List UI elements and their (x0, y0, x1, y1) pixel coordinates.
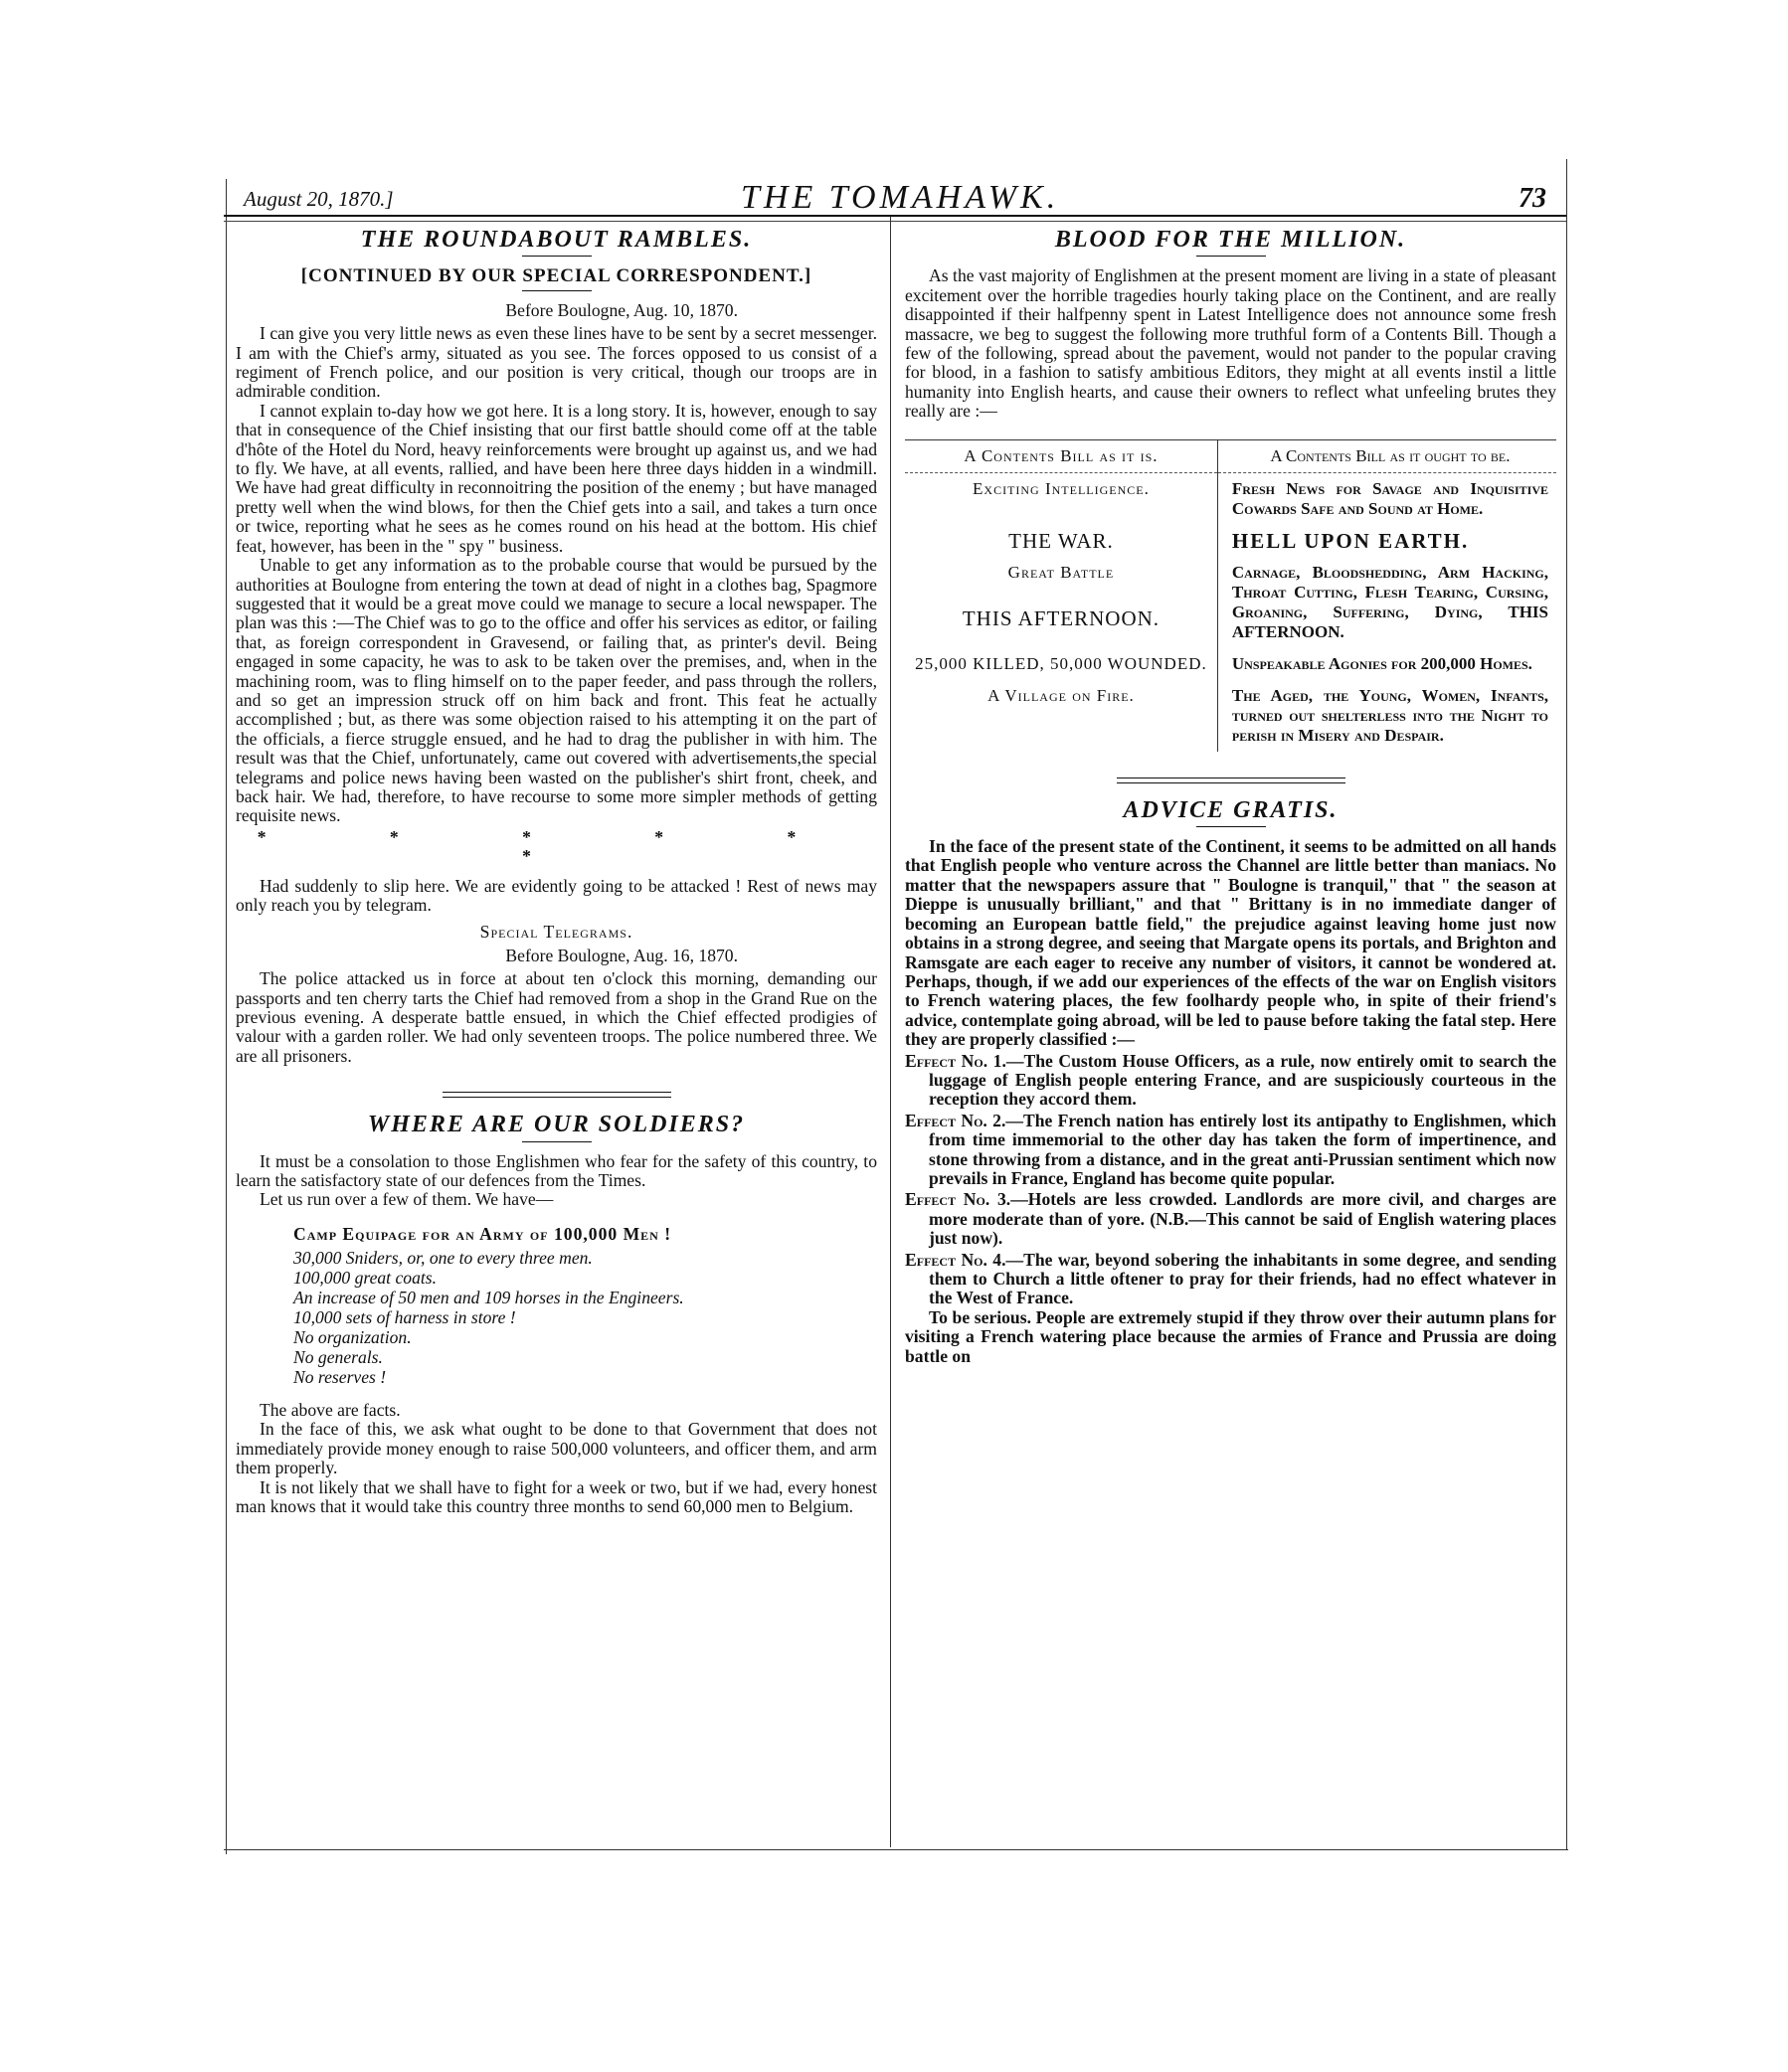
table-row (905, 472, 1556, 525)
section-stars: * * * * * * (257, 826, 856, 867)
effect-text: —The Custom House Officers, as a rule, now entirely omit to search the luggage of English people entering France, and are suspiciously courteous in the reception they accord them. (929, 1050, 1557, 1110)
left-header: A Contents Bill as it is. (905, 439, 1217, 472)
page-border-right (1566, 159, 1567, 1849)
contents-bill-table (905, 439, 1556, 752)
left-cell: THE WAR. (905, 525, 1217, 557)
right-column (905, 227, 1557, 1366)
left-cell: 25,000 KILLED, 50,000 WOUNDED. (905, 648, 1217, 680)
effect-item (905, 1112, 1556, 1189)
paragraph: To be serious. People are extremely stupid if they throw over their autumn plans for visiting a French watering place because the armies of France and Prussia are doing battle on (905, 1306, 1556, 1366)
left-column (236, 227, 877, 1516)
title-rule (1196, 256, 1266, 257)
right-header: A Contents Bill as it ought to be. (1217, 439, 1556, 472)
left-cell: Great Battle (905, 557, 1217, 603)
camp-equipage-list (293, 1224, 877, 1387)
page-border-bottom (224, 1849, 1568, 1850)
paragraph: The above are facts. (260, 1399, 401, 1420)
table-row (905, 525, 1556, 557)
table-row (905, 557, 1556, 603)
column-divider (890, 217, 891, 1847)
table-header-row (905, 439, 1556, 472)
table-row (905, 680, 1556, 752)
paragraph: In the face of the present state of the Continent, it seems to be admitted on all hands that English people who venture across the Channel are little better than maniacs. No matter that the newspapers assure that " Boulogne is tranquil," that " the season at Dieppe is unusually brilliant," and that " Brittany is in no immediate danger of becoming an European battle field," the prejudice against leaving home just now obtains in a strong degree, and seeing that Margate opens its portals, and Brighton and Ramsgate are each eager to receive any number of visitors, it cannot be wondered at. Perhaps, though, if we add our experiences of the effects of the war on English visitors to French watering places, the few foolhardy people who, in spite of their friend's advice, contemplate going abroad, will be led to pause before taking the fatal step. Here they are properly classified :— (905, 836, 1556, 1050)
right-cell: The Aged, the Young, Women, Infants, turned out shelterless into the Night to perish in Misery and Despair. (1231, 685, 1548, 745)
list-item: No organization. (293, 1326, 412, 1347)
list-item: 30,000 Sniders, or, one to every three men. (293, 1247, 593, 1268)
table-row (905, 648, 1556, 680)
newspaper-page (214, 159, 1571, 1849)
rambles-subtitle: [CONTINUED BY OUR SPECIAL CORRESPONDENT.] (300, 265, 812, 287)
effect-item (905, 1251, 1556, 1308)
title-rule (522, 1141, 592, 1142)
section-separator (1117, 777, 1345, 783)
effect-label: Effect No. 3. (905, 1189, 1011, 1210)
right-cell: Fresh News for Savage and Inquisitive Cowards Safe and Sound at Home. (1231, 478, 1548, 518)
list-item: 10,000 sets of harness in store ! (293, 1306, 516, 1327)
advice-title: ADVICE GRATIS. (1123, 796, 1339, 823)
header-date: August 20, 1870.] (244, 187, 394, 211)
list-item: No reserves ! (293, 1366, 387, 1387)
paragraph: I can give you very little news as even these lines have to be sent by a secret messenger. I am with the Chief's army, situated as you see. The forces opposed to us consist of a regiment of French police, and our position is very critical, though our troops are in admirable condition. (236, 323, 877, 402)
paragraph: The police attacked us in force at about ten o'clock this morning, demanding our passports and ten cherry tarts the Chief had removed from a shop in the Grand Rue on the previous evening. A desperate battle ensued, in which the Chief effected prodigies of valour with a garden roller. We had only seventeen troops. The police numbered three. We are all prisoners. (236, 968, 877, 1066)
header-rule-thin (224, 221, 1566, 222)
list-item: 100,000 great coats. (293, 1267, 437, 1288)
camp-heading: Camp Equipage for an Army of 100,000 Men ! (293, 1223, 672, 1244)
title-rule (1196, 826, 1266, 827)
paragraph: I cannot explain to-day how we got here. It is a long story. It is, however, enough to say that in consequence of the Chief insisting that our first battle should come off at the table d'hôte of the Hotel du Nord, heavy reinforcements were brought up against us, and we had to fly. We have, at all events, rallied, and have been here three days hidden in a windmill. We have had great difficulty in reconnoitring the position of the enemy ; but have managed pretty well when the wind blows, for then the Chief gets into a sail, and takes a turn once or twice, reporting what he sees as he comes round on his head at the bottom. His chief feat, however, has been in the " spy " business. (236, 400, 877, 556)
rambles-title: THE ROUNDABOUT RAMBLES. (360, 227, 753, 253)
left-cell: THIS AFTERNOON. (905, 603, 1217, 648)
effect-text: —The French nation has entirely lost its antipathy to Englishmen, which from time immemorial to the other day has taken the form of impertinence, and stone throwing from a distance, and in the great anti-Prussian sentiment which now prevails in France, England has become quite popular. (929, 1110, 1556, 1188)
right-cell: Unspeakable Agonies for 200,000 Homes. (1231, 653, 1532, 673)
telegrams-heading: Special Telegrams. (479, 922, 633, 943)
dateline: Before Boulogne, Aug. 16, 1870. (505, 945, 738, 965)
effect-item (905, 1052, 1556, 1110)
effect-item (905, 1190, 1556, 1248)
effect-text: —The war, beyond sobering the inhabitants in some degree, and sending them to Church a little oftener to pray for their friends, had no effect whatever in the West of France. (929, 1249, 1557, 1308)
dateline: Before Boulogne, Aug. 10, 1870. (505, 299, 738, 320)
title-rule (522, 256, 592, 257)
soldiers-title: WHERE ARE OUR SOLDIERS? (367, 1112, 746, 1138)
effect-label: Effect No. 2. (905, 1110, 1006, 1130)
right-cell: HELL UPON EARTH. (1231, 528, 1470, 553)
right-cell: Carnage, Bloodshedding, Arm Hacking, Throat Cutting, Flesh Tearing, Cursing, Groaning, Suffering, Dying, THIS AFTERNOON. (1231, 562, 1548, 641)
header-rule (224, 215, 1566, 217)
paragraph: It must be a consolation to those Englishmen who fear for the safety of this country, to learn the satisfactory state of our defences from the Times. (236, 1150, 877, 1191)
effect-label: Effect No. 1. (905, 1050, 1006, 1071)
subtitle-rule (522, 290, 592, 291)
left-cell: Exciting Intelligence. (905, 472, 1217, 525)
left-cell: A Village on Fire. (905, 680, 1217, 752)
page-border-left (226, 179, 227, 1854)
paragraph: Had suddenly to slip here. We are evidently going to be attacked ! Rest of news may only reach you by telegram. (236, 875, 877, 915)
section-separator (443, 1092, 671, 1098)
masthead: THE TOMAHAWK. (741, 179, 1060, 216)
list-item: No generals. (293, 1346, 383, 1367)
paragraph: Let us run over a few of them. We have— (260, 1189, 554, 1210)
blood-title: BLOOD FOR THE MILLION. (1054, 227, 1407, 253)
paragraph: As the vast majority of Englishmen at the present moment are living in a state of pleasant excitement over the horrible tragedies hourly taking place on the Continent, and are really disappointed if their halfpenny spent in Latest Intelligence does not announce some fresh massacre, we beg to suggest the following more truthful form of a Contents Bill. Though a few of the following, spread about the pavement, would not pander to the popular craving for blood, in a fashion to satisfy ambitious Editors, they might at all events instil a little humanity into English hearts, and cause their owners to reflect what unfeeling brutes they really are :— (905, 265, 1556, 422)
paragraph: It is not likely that we shall have to fight for a week or two, but if we had, every honest man knows that it would take this country three months to send 60,000 men to Belgium. (236, 1476, 877, 1516)
page-number: 73 (1519, 183, 1546, 214)
list-item: An increase of 50 men and 109 horses in the Engineers. (293, 1287, 684, 1307)
effect-text: —Hotels are less crowded. Landlords are more civil, and charges are more moderate than of yore. (N.B.—This cannot be said of English watering places just now). (929, 1189, 1557, 1249)
effect-label: Effect No. 4. (905, 1249, 1006, 1270)
page-header (224, 179, 1566, 216)
paragraph: In the face of this, we ask what ought to be done to that Government that does not immediately provide money enough to raise 500,000 volunteers, and officer them, and arm them properly. (236, 1419, 877, 1478)
paragraph: Unable to get any information as to the probable course that would be pursued by the authorities at Boulogne from entering the town at dead of night in a clothes bag, Spagmore suggested that it would be a great move could we manage to secure a local newspaper. The plan was this :—The Chief was to go to the office and offer his services as editor, or failing that, as foreign correspondent in Gravesend, or failing that, as printer's devil. Being engaged in some capacity, he was to ask to be taken over the premises, and, when in the machining room, was to fling himself on to the paper feeder, and pass through the rollers, and so get an impression struck off on him back and front. This feat he actually accomplished ; but, as there was some objection raised to his attempting it on the part of the officials, a fierce struggle ensued, and he had to drag the publisher in with him. The result was that the Chief, unfortunately, came out covered with advertisements,the special telegrams and police news having been wasted on the publisher's shirt front, cheek, and back hair. We had, therefore, to have recourse to some more simpler methods of getting requisite news. (236, 555, 877, 826)
